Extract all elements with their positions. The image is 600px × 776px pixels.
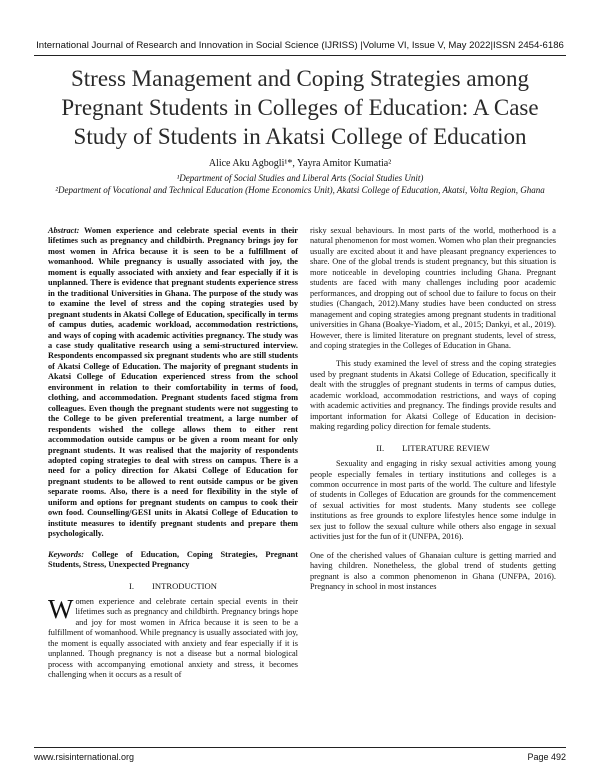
lit-paragraph-2: One of the cherished values of Ghanaian culture is getting married and having children. Nonetheless, the global trend of students getting pregnant is also a common phenomenon in Ghana (UNFPA, 2016). Pregnancy in school in most instances bbox=[310, 550, 556, 592]
intro-paragraph-1-continued: risky sexual behaviours. In most parts of the world, motherhood is a natural phenomenon for most women. Women who plan their pregnancies usually are excited about it and have pleasant pregnancy experiences to share. One of the global trends is student pregnancy, but this situation is more noticeable in developing countries including Ghana. Pregnant students are faced with many challenges including poor academic performances, and dropping out of school due to failure to focus on their studies (Changach, 2012).Many studies have been conducted on stress management and coping strategies among pregnant students in traditional universities in Ghana (Boakye-Yiadom, et al., 2015; Dankyi, et al., 2019). However, there is limited literature on pregnant students, level of stress, and coping strategies in the Colleges of Education in Ghana. bbox=[310, 226, 556, 350]
footer-rule bbox=[34, 747, 566, 748]
left-column bbox=[48, 226, 298, 681]
keywords bbox=[48, 550, 298, 571]
running-header: International Journal of Research and Innovation in Social Science (IJRISS) |Volume VI, Issue V, May 2022|ISSN 2454-6186 bbox=[36, 40, 564, 51]
section-heading-introduction bbox=[48, 581, 298, 591]
page-number: Page 492 bbox=[527, 752, 566, 762]
lit-paragraph-1: Sexuality and engaging in risky sexual activities among young people especially females in tertiary institutions and colleges is a common occurrence in most parts of the world. The culture and lifestyle of students in Colleges of Education are grounds for the commencement of sexual activities for most students. Many students see college institutions as free grounds to explore lifestyles hence some indulge in sex just to follow the sexual culture while others also engage in sexual activities just for the fun of it (UNFPA, 2016). bbox=[310, 459, 556, 542]
affiliation-1: ¹Department of Social Studies and Liberal Arts (Social Studies Unit) bbox=[176, 173, 424, 183]
right-column bbox=[310, 226, 556, 593]
section-title: LITERATURE REVIEW bbox=[402, 442, 490, 453]
drop-cap: W bbox=[48, 593, 74, 624]
section-title: INTRODUCTION bbox=[152, 580, 217, 591]
header-rule bbox=[34, 55, 566, 56]
intro-paragraph-1-text: omen experience and celebrate certain special events in their lifetimes such as pregnancy and childbirth. Pregnancy brings hope and joy for most women in Africa because it is seen to be a fulfillment of womanhood. While pregnancy is usually associated with joy, the moment is equally associated with anxiety and fear especially if it is unplanned. Though pregnancy is not a disease but a normal biological process with accompanying emotional anxiety and stress, it becomes challenging when it occurs as a result of bbox=[48, 596, 298, 680]
affiliation-2: ²Department of Vocational and Technical Education (Home Economics Unit), Akatsi College of Education, Akatsi, Volta Region, Ghana bbox=[55, 185, 545, 195]
authors: Alice Aku Agbogli¹*, Yayra Amitor Kumatia² bbox=[208, 158, 392, 169]
paper-title: Stress Management and Coping Strategies among Pregnant Students in Colleges of Education: A Case Study of Students in Akatsi College of Education bbox=[61, 66, 539, 149]
abstract-text: Women experience and celebrate special events in their lifetimes such as pregnancy and childbirth. Pregnancy brings joy for most women in Africa because it is seen to be a fulfillment of womanhood. While pregnancy is usually associated with joy, the moment is equally associated with anxiety and fear especially if it is unplanned. There is evidence that pregnant students experience stress in the traditional Universities in Ghana. The purpose of the study was to examine the level of stress and the coping strategies used by pregnant students in Akatsi College of Education, specifically in terms of campus duties, academic workload, accommodation restrictions, and ways of coping with academic activities pregnancy. The study was a case study qualitative research using a semi-structured interview. Respondents encompassed six pregnant students who are still students of Akatsi College of Education. The majority of pregnant students in Akatsi College of Education experienced stress from the school environment in relation to their comfortability in terms of food, clothing, and accommodation. Pregnant students faced stigma from colleagues. Even though the pregnant students were not suggesting to the College to be given preferential treatment, a large number of respondents wished the college allows them to either rent accommodation outside campus or be given a room meant for only pregnant students. It was realised that the majority of respondents adopted coping strategies to deal with stress on campus. There is a need for a policy direction for Akatsi College of Education for pregnant students to be allowed to rent outside campus or be given separate rooms. Also, there is a need for flexibility in the style of uniform and options for pregnant students on campus to cook their own food. Counselling/GESI units in Akatsi College of Education to institute measures to identify pregnant students and prepare them psychologically. bbox=[48, 226, 298, 539]
intro-paragraph-2: This study examined the level of stress and the coping strategies used by pregnant students in Akatsi College of Education, specifically it dealt with the struggles of pregnant students in terms of campus duties, academic workload, accommodation restrictions, and ways of coping with academic activities and pregnancy. The findings provide results and important information for Akatsi College of Education in decision-making regarding policy direction for female students. bbox=[310, 359, 556, 432]
keywords-text: College of Education, Coping Strategies, Pregnant Students, Stress, Unexpected Pregnancy bbox=[48, 549, 298, 570]
keywords-label: Keywords: bbox=[48, 549, 84, 559]
intro-paragraph-1 bbox=[48, 593, 298, 681]
section-number: I. bbox=[129, 580, 135, 591]
abstract bbox=[48, 226, 298, 540]
section-number: II. bbox=[376, 442, 385, 453]
abstract-label: Abstract: bbox=[48, 226, 80, 235]
section-heading-literature-review bbox=[310, 443, 556, 453]
footer-url: www.rsisinternational.org bbox=[34, 752, 135, 762]
